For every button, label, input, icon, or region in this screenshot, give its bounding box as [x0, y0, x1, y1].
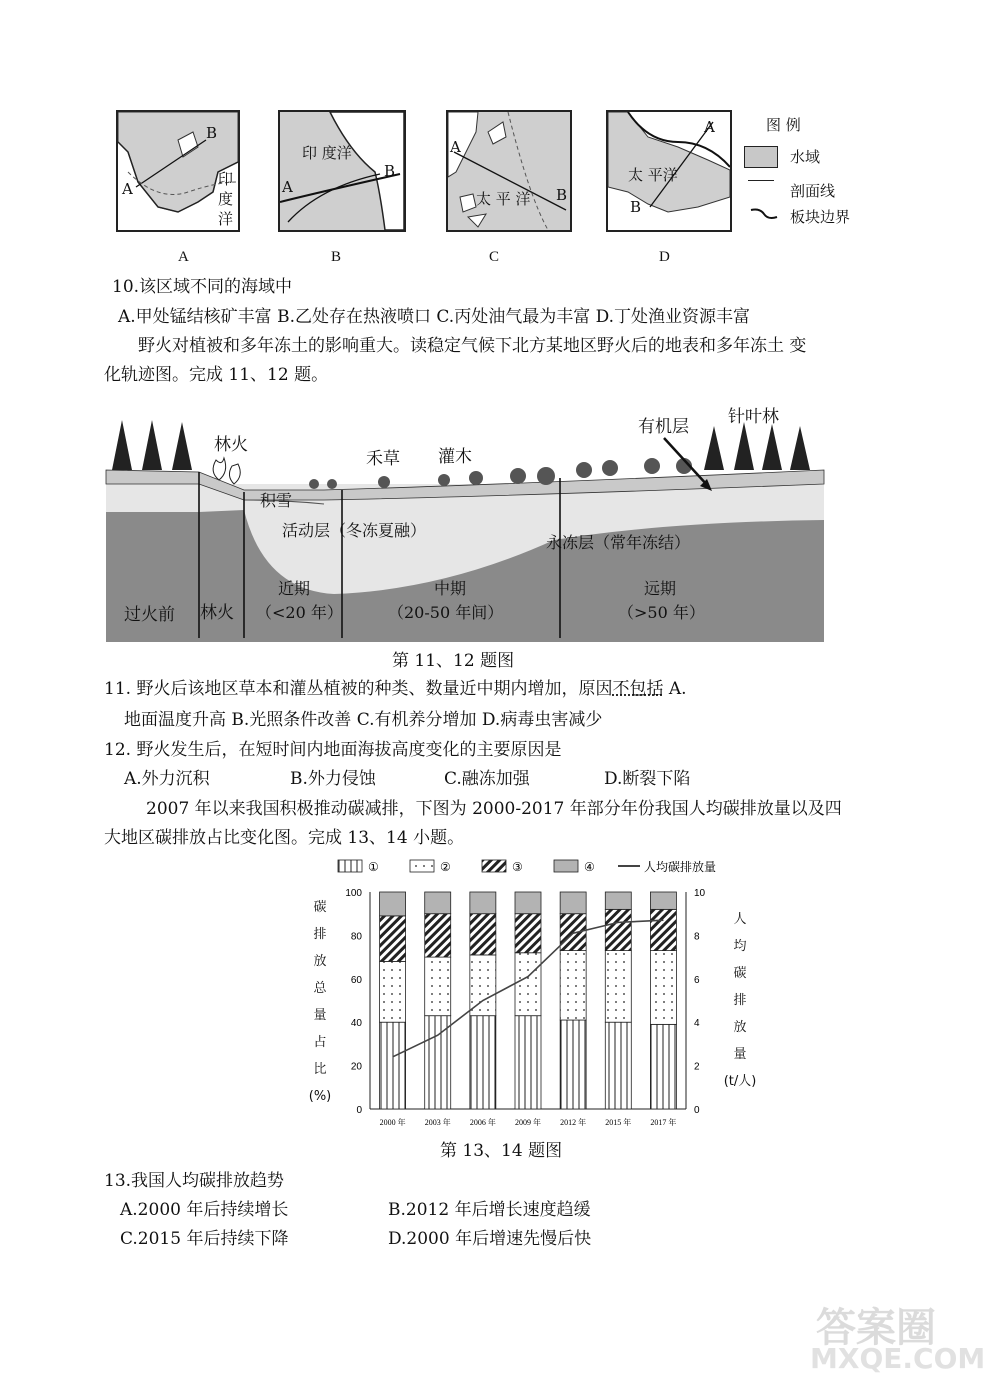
- map-c-label-ocean: 太 平 洋: [476, 190, 531, 208]
- legend-plate-icon: [750, 206, 778, 220]
- legend-label: ③: [512, 860, 523, 874]
- q11-emphasis: 不包括: [612, 679, 664, 699]
- y-tick-left: 60: [350, 974, 362, 986]
- y-label-right-char: 均: [733, 939, 747, 954]
- map-c-drawing: [448, 112, 570, 230]
- legend-label: ①: [368, 860, 379, 874]
- intro-13-14-line2: 大地区碳排放占比变化图。完成 13、14 小题。: [104, 828, 465, 848]
- y-label-left-char: 占: [313, 1035, 327, 1050]
- label-far-sub: （>50 年）: [618, 603, 705, 622]
- label-mid-sub: （20-50 年间）: [388, 603, 504, 622]
- y-label-left-char: 量: [313, 1008, 327, 1023]
- label-mid: 中期: [434, 579, 467, 598]
- legend-label: ④: [584, 860, 595, 874]
- y-label-left-char: 排: [313, 927, 327, 942]
- map-d-label-b: B: [630, 198, 642, 216]
- label-near-sub: （<20 年）: [256, 603, 343, 622]
- map-a-label-a: A: [122, 180, 133, 198]
- map-d: [606, 110, 732, 232]
- bar-segment: [515, 1016, 541, 1109]
- legend-swatch: [482, 860, 506, 872]
- y-label-right-char: (t/人): [723, 1074, 757, 1089]
- bar-segment: [425, 914, 451, 957]
- legend-water-swatch: [744, 146, 778, 168]
- y-label-left-char: 放: [313, 954, 327, 969]
- bar-segment: [650, 1024, 676, 1109]
- map-c-label-a: A: [450, 138, 461, 156]
- intro-11-12-line2: 化轨迹图。完成 11、12 题。: [104, 365, 329, 385]
- q11-stem-b: A.: [663, 679, 687, 699]
- carbon-chart-svg: [300, 854, 760, 1134]
- y-tick-left: 100: [345, 888, 362, 899]
- bar-segment: [425, 892, 451, 914]
- map-b-caption: B: [331, 249, 342, 265]
- carbon-chart-caption: 第 13、14 题图: [440, 1141, 563, 1161]
- bar-segment: [380, 892, 406, 916]
- bar-segment: [425, 957, 451, 1016]
- x-tick-label: 2012 年: [560, 1118, 587, 1127]
- label-grass: 禾草: [366, 449, 400, 469]
- bar-segment: [605, 951, 631, 1023]
- q13-option-a: A.2000 年后持续增长: [120, 1200, 289, 1220]
- carbon-chart: [300, 854, 760, 1134]
- watermark: [806, 1296, 996, 1380]
- label-active-layer: 活动层（冬冻夏融）: [282, 521, 427, 540]
- y-label-right-char: 排: [733, 993, 747, 1008]
- q13-option-b: B.2012 年后增长速度趋缓: [388, 1200, 591, 1220]
- map-a-label-yang: 洋: [218, 210, 234, 228]
- label-shrub: 灌木: [438, 447, 472, 467]
- bar-segment: [650, 892, 676, 909]
- label-fire: 林火: [214, 435, 248, 455]
- q12-stem: 12. 野火发生后，在短时间内地面海拔高度变化的主要原因是: [104, 740, 562, 760]
- watermark-brand: 答案圈: [816, 1305, 936, 1351]
- y-label-right-char: 量: [733, 1047, 747, 1062]
- label-organic: 有机层: [638, 417, 689, 437]
- map-b: [278, 110, 406, 232]
- bar-segment: [380, 916, 406, 962]
- bar-segment: [515, 953, 541, 1016]
- map-a-caption: A: [178, 249, 189, 265]
- q11-stem: [104, 678, 687, 700]
- bar-segment: [560, 951, 586, 1020]
- bar-segment: [425, 1016, 451, 1109]
- q11-options: 地面温度升高 B.光照条件改善 C.有机养分增加 D.病毒虫害减少: [124, 710, 603, 730]
- x-tick-label: 2009 年: [515, 1118, 541, 1127]
- label-snow: 积雪: [260, 491, 293, 510]
- map-d-label-ocean: 太 平洋: [628, 166, 678, 184]
- map-c-label-b: B: [556, 186, 568, 204]
- legend-water-label: 水域: [790, 148, 821, 166]
- label-near: 近期: [278, 579, 311, 598]
- intro-13-14-line1: 2007 年以来我国积极推动碳减排，下图为 2000-2017 年部分年份我国人均碳排放量以及四: [146, 799, 842, 819]
- y-tick-right: 8: [694, 931, 700, 943]
- map-a-label-yin: 印: [218, 170, 234, 188]
- map-b-label-b: B: [384, 162, 396, 180]
- intro-11-12-line1: 野火对植被和多年冻土的影响重大。读稳定气候下北方某地区野火后的地表和多年冻土 变: [138, 336, 807, 356]
- legend-title: 图 例: [766, 116, 801, 134]
- bar-segment: [470, 892, 496, 914]
- q10-stem: 10.该区域不同的海域中: [112, 277, 293, 297]
- q11-stem-a: 11. 野火后该地区草本和灌丛植被的种类、数量近中期内增加，原因: [104, 679, 613, 699]
- q13-stem: 13.我国人均碳排放趋势: [104, 1171, 285, 1191]
- bar-segment: [650, 951, 676, 1025]
- q12-option-d: D.断裂下陷: [604, 769, 691, 789]
- x-tick-label: 2003 年: [424, 1118, 451, 1127]
- y-label-left-char: 碳: [313, 900, 327, 915]
- q12-option-c: C.融冻加强: [444, 769, 530, 789]
- fire-figure-caption: 第 11、12 题图: [392, 651, 515, 671]
- label-far: 远期: [644, 579, 677, 598]
- bar-segment: [470, 914, 496, 955]
- y-axis-label-left: [308, 894, 332, 1110]
- y-label-left-char: (%): [308, 1089, 332, 1104]
- legend-swatch: [554, 860, 578, 872]
- y-label-right-char: 人: [733, 912, 747, 927]
- map-d-caption: D: [659, 249, 670, 265]
- fire-figure: [104, 400, 826, 644]
- y-tick-right: 2: [694, 1061, 700, 1073]
- legend-section-label: 剖面线: [790, 182, 836, 200]
- bar-segment: [560, 1020, 586, 1109]
- bar-segment: [650, 909, 676, 950]
- bar-segment: [560, 914, 586, 951]
- y-label-left-char: 总: [313, 981, 327, 996]
- map-a: [116, 110, 240, 232]
- y-tick-right: 4: [694, 1018, 700, 1030]
- bar-segment: [515, 892, 541, 914]
- y-label-left-char: 比: [313, 1062, 327, 1077]
- bar-segment: [605, 1022, 631, 1109]
- x-tick-label: 2015 年: [605, 1118, 632, 1127]
- y-tick-right: 10: [694, 888, 706, 899]
- bar-segment: [515, 914, 541, 953]
- y-axis-label-right: [720, 906, 760, 1095]
- y-label-right-char: 碳: [733, 966, 747, 981]
- y-tick-left: 40: [350, 1018, 362, 1030]
- label-before-fire: 过火前: [124, 605, 175, 625]
- q10-options: A.甲处锰结核矿丰富 B.乙处存在热液喷口 C.丙处油气最为丰富 D.丁处渔业资源丰富: [118, 307, 751, 327]
- label-fire-stage: 林火: [200, 603, 234, 623]
- x-tick-label: 2017 年: [650, 1118, 677, 1127]
- map-legend: [740, 110, 870, 230]
- q12-option-a: A.外力沉积: [124, 769, 210, 789]
- map-b-label-ocean: 印 度洋: [302, 144, 352, 162]
- bar-segment: [605, 892, 631, 909]
- label-permafrost: 永冻层（常年冻结）: [546, 533, 691, 552]
- map-c: [446, 110, 572, 232]
- bar-segment: [380, 1022, 406, 1109]
- y-tick-right: 6: [694, 974, 700, 986]
- map-b-label-a: A: [282, 178, 293, 196]
- legend-plate-label: 板块边界: [790, 208, 851, 226]
- y-tick-left: 80: [350, 931, 362, 943]
- bar-segment: [605, 909, 631, 950]
- label-conifer: 针叶林: [728, 407, 779, 427]
- legend-label: ②: [440, 860, 451, 874]
- y-label-right-char: 放: [733, 1020, 747, 1035]
- map-a-label-b: B: [206, 124, 218, 142]
- y-tick-left: 20: [350, 1061, 362, 1073]
- q13-option-d: D.2000 年后增速先慢后快: [388, 1229, 592, 1249]
- map-c-caption: C: [489, 249, 500, 265]
- legend-line-label: 人均碳排放量: [644, 860, 717, 874]
- map-a-label-du: 度: [218, 190, 234, 208]
- bar-segment: [560, 892, 586, 914]
- legend-swatch: [410, 860, 434, 872]
- y-tick-right: 0: [694, 1105, 700, 1116]
- x-tick-label: 2000 年: [379, 1118, 406, 1127]
- map-d-label-a: A: [704, 118, 715, 136]
- x-tick-label: 2006 年: [469, 1118, 496, 1127]
- bar-segment: [380, 961, 406, 1022]
- legend-swatch: [338, 860, 362, 872]
- watermark-url: MXQE.COM: [810, 1342, 986, 1375]
- legend-section-line: [748, 180, 774, 181]
- y-tick-left: 0: [356, 1105, 362, 1116]
- q13-option-c: C.2015 年后持续下降: [120, 1229, 289, 1249]
- bar-segment: [470, 1016, 496, 1109]
- q12-option-b: B.外力侵蚀: [290, 769, 376, 789]
